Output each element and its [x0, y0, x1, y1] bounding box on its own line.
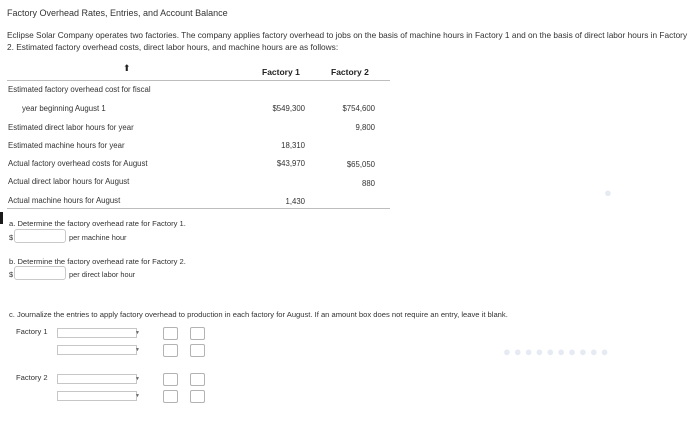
table-header-divider	[7, 80, 390, 81]
rate-unit-label: per direct labor hour	[69, 270, 136, 279]
table-row-label: Actual factory overhead costs for August	[8, 159, 148, 168]
credit-amount-box[interactable]	[190, 390, 205, 403]
table-cell-f1: 18,310	[281, 141, 305, 150]
rate-unit-label: per machine hour	[69, 233, 127, 242]
chevron-down-icon: ▼	[135, 376, 140, 382]
currency-symbol: $	[9, 270, 14, 279]
chevron-down-icon: ▼	[135, 347, 140, 353]
header-factory-1: Factory 1	[262, 67, 300, 77]
question-c-text: c. Journalize the entries to apply factory overhead to production in each factory for August. If an amount box does not require an entry, leave it blank.	[9, 310, 508, 319]
table-row-label: year beginning August 1	[22, 104, 106, 113]
debit-amount-box[interactable]	[163, 327, 178, 340]
table-cell-f2: $754,600	[342, 104, 375, 113]
account-select[interactable]	[57, 374, 137, 384]
currency-symbol: $	[9, 233, 14, 242]
debit-amount-box[interactable]	[163, 390, 178, 403]
table-row-label: Estimated factory overhead cost for fiscal	[8, 85, 151, 94]
pointer-arrow-icon: ⬆	[123, 63, 131, 73]
table-row-label: Estimated machine hours for year	[8, 141, 125, 150]
factory-1-rate-input[interactable]	[14, 229, 66, 243]
table-cell-f1: 1,430	[285, 197, 305, 206]
side-tab-marker	[0, 212, 3, 224]
table-row-label: Estimated direct labor hours for year	[8, 123, 134, 132]
debit-amount-box[interactable]	[163, 344, 178, 357]
table-cell-f1: $549,300	[272, 104, 305, 113]
chevron-down-icon: ▼	[135, 330, 140, 336]
account-select[interactable]	[57, 328, 137, 338]
entry-label-factory-2: Factory 2	[16, 373, 48, 382]
table-bottom-divider	[7, 208, 390, 209]
page-title: Factory Overhead Rates, Entries, and Account Balance	[7, 8, 228, 18]
table-row-label: Actual direct labor hours for August	[8, 177, 130, 186]
question-a-text: a. Determine the factory overhead rate for Factory 1.	[9, 219, 186, 228]
chevron-down-icon: ▼	[135, 393, 140, 399]
table-cell-f2: 9,800	[355, 123, 375, 132]
faded-circle-icon: ●	[604, 185, 612, 200]
table-cell-f1: $43,970	[276, 159, 305, 168]
entry-label-factory-1: Factory 1	[16, 327, 48, 336]
problem-intro: Eclipse Solar Company operates two factories. The company applies factory overhead to jobs on the basis of machine hours in Factory 1 and on the basis of direct labor hours in Factory 2. Estimated factory overhead costs, direct labor hours, and machine hours are as follows:	[7, 30, 688, 52]
table-row-label: Actual machine hours for August	[8, 196, 121, 205]
header-factory-2: Factory 2	[331, 67, 369, 77]
debit-amount-box[interactable]	[163, 373, 178, 386]
account-select[interactable]	[57, 391, 137, 401]
factory-2-rate-input[interactable]	[14, 266, 66, 280]
credit-amount-box[interactable]	[190, 327, 205, 340]
question-b-text: b. Determine the factory overhead rate for Factory 2.	[9, 257, 186, 266]
account-select[interactable]	[57, 345, 137, 355]
faded-dots-icon: ●●●●●●●●●●	[503, 344, 612, 359]
table-cell-f2: 880	[361, 179, 375, 188]
credit-amount-box[interactable]	[190, 344, 205, 357]
table-cell-f2: $65,050	[346, 160, 375, 169]
credit-amount-box[interactable]	[190, 373, 205, 386]
